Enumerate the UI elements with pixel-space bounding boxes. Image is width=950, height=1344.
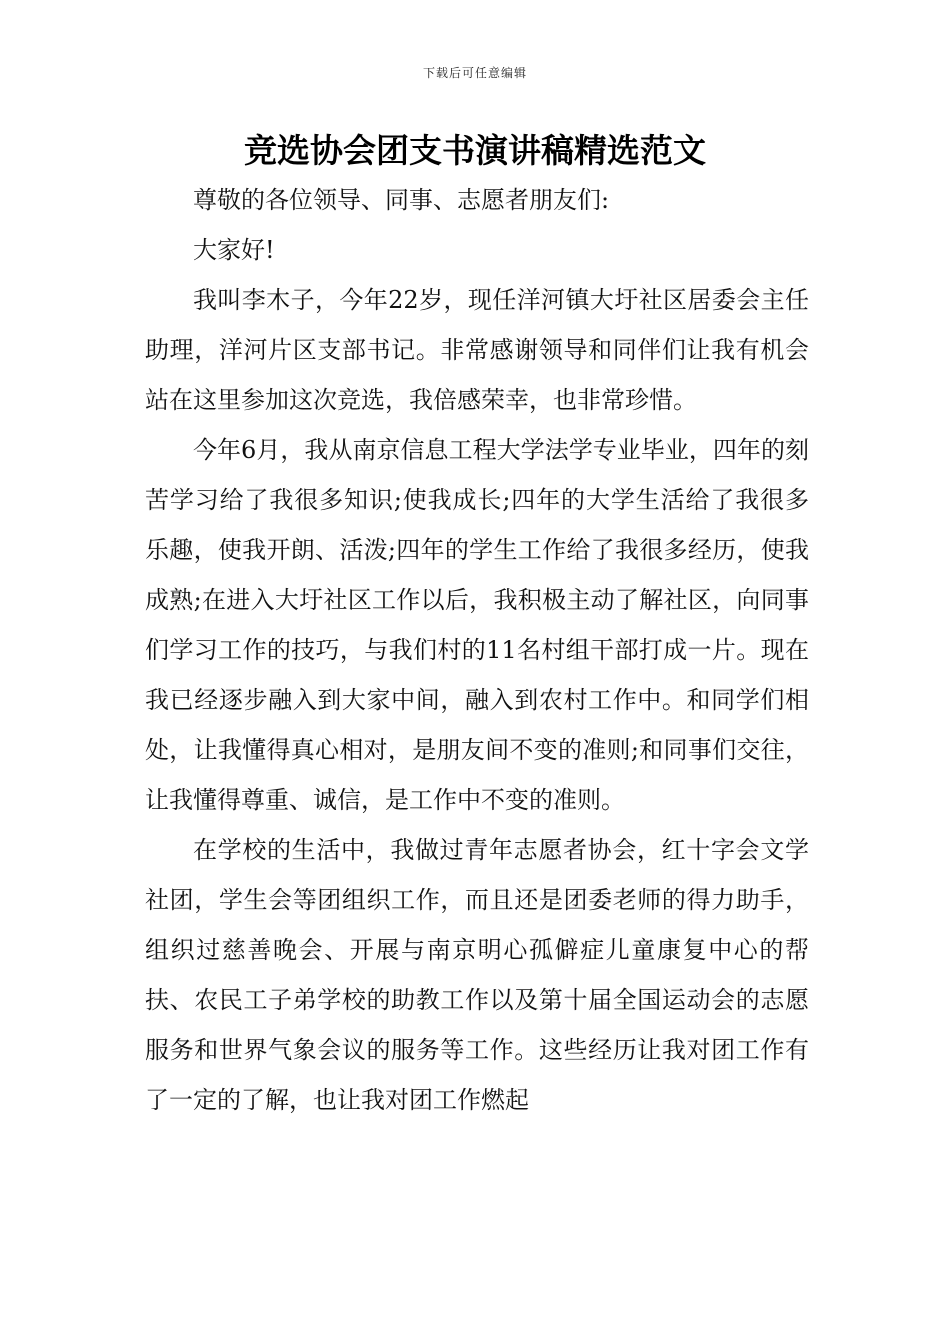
paragraph-introduction: 我叫李木子，今年22岁，现任洋河镇大圩社区居委会主任助理，洋河片区支部书记。非常感谢领导和同伴们让我有机会站在这里参加这次竞选，我倍感荣幸，也非常珍惜。 [145,286,809,414]
greeting: 大家好! [193,236,275,264]
document-title: 竞选协会团支书演讲稿精选范文 [244,131,706,170]
salutation: 尊敬的各位领导、同事、志愿者朋友们: [193,186,610,214]
document-body [145,175,809,1125]
paragraph-education: 今年6月，我从南京信息工程大学法学专业毕业，四年的刻苦学习给了我很多知识;使我成长;四年的大学生活给了我很多乐趣，使我开朗、活泼;四年的学生工作给了我很多经历，使我成熟;在进入大圩社区工作以后，我积极主动了解社区，向同事们学习工作的技巧，与我们村的11名村组干部打成一片。现在我已经逐步融入到大家中间，融入到农村工作中。和同学们相处，让我懂得真心相对，是朋友间不变的准则;和同事们交往，让我懂得尊重、诚信，是工作中不变的准则。 [145,436,809,814]
paragraph-experience: 在学校的生活中，我做过青年志愿者协会，红十字会文学社团，学生会等团组织工作，而且还是团委老师的得力助手，组织过慈善晚会、开展与南京明心孤僻症儿童康复中心的帮扶、农民工子弟学校的助教工作以及第十届全国运动会的志愿服务和世界气象会议的服务等工作。这些经历让我对团工作有了一定的了解，也让我对团工作燃起 [145,836,809,1114]
header-note: 下载后可任意编辑 [422,66,527,80]
